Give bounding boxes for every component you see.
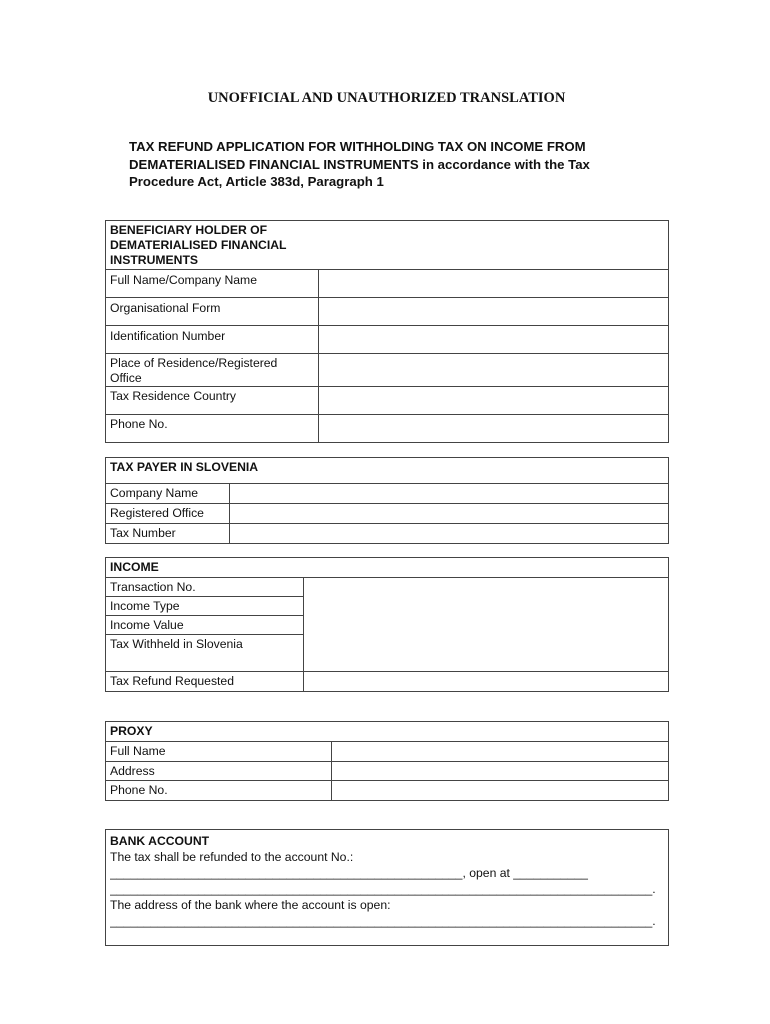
- form-title: [129, 138, 669, 191]
- field-label-tax-residence-country: Tax Residence Country: [106, 387, 319, 415]
- proxy-phone-field[interactable]: [332, 781, 669, 801]
- field-label-income-value: Income Value: [106, 616, 304, 635]
- proxy-section: [105, 721, 669, 801]
- field-label-company-name: Company Name: [106, 484, 230, 504]
- field-label-phone: Phone No.: [106, 415, 319, 443]
- registered-office-field[interactable]: [230, 504, 669, 524]
- field-label-organisational-form: Organisational Form: [106, 298, 319, 326]
- field-label-tax-refund-requested: Tax Refund Requested: [106, 672, 304, 692]
- taxpayer-section: [105, 457, 669, 544]
- beneficiary-heading: [106, 221, 669, 270]
- tax-residence-country-field[interactable]: [319, 387, 669, 415]
- label-line: Office: [110, 371, 142, 385]
- field-label-place-of-residence: [106, 354, 319, 387]
- proxy-address-field[interactable]: [332, 762, 669, 781]
- company-name-field[interactable]: [230, 484, 669, 504]
- income-section: [105, 557, 669, 692]
- income-details-field[interactable]: [304, 578, 669, 672]
- bank-name-blank[interactable]: ________________________________________________________________________________.: [110, 882, 656, 896]
- bank-account-box: [106, 830, 669, 946]
- taxpayer-heading: TAX PAYER IN SLOVENIA: [106, 458, 669, 484]
- field-label-tax-withheld: Tax Withheld in Slovenia: [106, 635, 304, 672]
- form-title-line: TAX REFUND APPLICATION FOR WITHHOLDING TAX ON INCOME FROM: [129, 139, 586, 154]
- full-name-field[interactable]: [319, 270, 669, 298]
- tax-number-field[interactable]: [230, 524, 669, 544]
- bank-account-section: [105, 829, 669, 946]
- field-label-proxy-address: Address: [106, 762, 332, 781]
- field-label-full-name: Full Name/Company Name: [106, 270, 319, 298]
- form-title-line: DEMATERIALISED FINANCIAL INSTRUMENTS in accordance with the Tax: [129, 156, 590, 172]
- field-label-income-type: Income Type: [106, 597, 304, 616]
- unofficial-translation-notice: UNOFFICIAL AND UNAUTHORIZED TRANSLATION: [207, 90, 566, 106]
- form-title-line: Procedure Act, Article 383d, Paragraph 1: [129, 174, 384, 189]
- identification-number-field[interactable]: [319, 326, 669, 354]
- field-label-transaction-no: Transaction No.: [106, 578, 304, 597]
- account-number-blank[interactable]: ____________________________________________________, open at ___________: [110, 866, 588, 880]
- bank-refund-text: The tax shall be refunded to the account No.:: [110, 850, 354, 864]
- field-label-proxy-full-name: Full Name: [106, 742, 332, 762]
- tax-refund-requested-field[interactable]: [304, 672, 669, 692]
- field-label-proxy-phone: Phone No.: [106, 781, 332, 801]
- income-heading: INCOME: [106, 558, 669, 578]
- proxy-heading: PROXY: [106, 722, 669, 742]
- place-of-residence-field[interactable]: [319, 354, 669, 387]
- bank-address-text: The address of the bank where the account is open:: [110, 898, 391, 912]
- heading-line: INSTRUMENTS: [110, 253, 199, 267]
- organisational-form-field[interactable]: [319, 298, 669, 326]
- bank-address-blank[interactable]: ________________________________________________________________________________.: [110, 914, 656, 928]
- bank-account-heading: BANK ACCOUNT: [110, 834, 210, 848]
- heading-line: DEMATERIALISED FINANCIAL: [110, 238, 287, 252]
- field-label-registered-office: Registered Office: [106, 504, 230, 524]
- phone-field[interactable]: [319, 415, 669, 443]
- label-line: Place of Residence/Registered: [110, 356, 278, 370]
- heading-line: BENEFICIARY HOLDER OF: [110, 223, 268, 237]
- field-label-identification-number: Identification Number: [106, 326, 319, 354]
- beneficiary-section: [105, 220, 669, 443]
- field-label-tax-number: Tax Number: [106, 524, 230, 544]
- proxy-full-name-field[interactable]: [332, 742, 669, 762]
